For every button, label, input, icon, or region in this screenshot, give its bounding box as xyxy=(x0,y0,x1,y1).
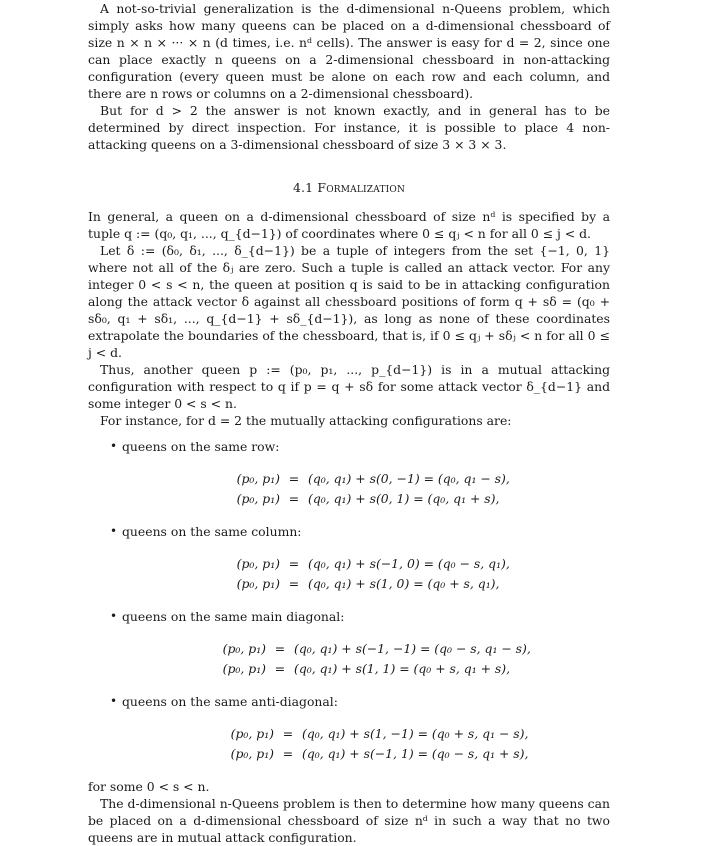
equation-rhs: (q₀, q₁) + s(0, 1) = (q₀, q₁ + s), xyxy=(308,491,500,506)
bullet-icon: • xyxy=(110,439,118,453)
case-bullet-row xyxy=(88,523,610,540)
section-heading xyxy=(88,180,610,195)
attack-cases-list xyxy=(88,438,610,764)
equation-relation: = xyxy=(282,726,294,741)
equation-lhs: (p₀, p₁) xyxy=(230,746,274,761)
intro-paragraph-1: A not-so-trivial generalization is the d-dimensional n-Queens problem, which simply asks how many queens can be placed on a d-dimensional chessboard of size n × n × ··· × n (d times, i.e. nᵈ cells). The answer is easy for d = 2, since one can place exactly n queens on a 2-dimensional chessboard in non-attacking configuration (every queen must be alone on each row and each column, and there are n rows or columns on a 2-dimensional chessboard). xyxy=(88,1,610,101)
equation xyxy=(88,469,610,489)
equation-block xyxy=(88,639,610,679)
equation-relation: = xyxy=(282,746,294,761)
equation-lhs: (p₀, p₁) xyxy=(222,661,266,676)
body-paragraph-3: Thus, another queen p := (p₀, p₁, ..., p_{d−1}) is in a mutual attacking configuration with respect to q if p = q + sδ for some attack vector δ_{d−1} and some integer 0 < s < n. xyxy=(88,362,610,411)
equation-block xyxy=(88,469,610,509)
attack-case xyxy=(88,608,610,679)
body-paragraph-2: Let δ := (δ₀, δ₁, ..., δ_{d−1}) be a tuple of integers from the set {−1, 0, 1} where not all of the δⱼ are zero. Such a tuple is called an attack vector. For any integer 0 < s < n, the queen at position q is said to be in attacking configuration along the attack vector δ against all chessboard positions of form q + sδ = (q₀ + sδ₀, q₁ + sδ₁, ..., q_{d−1} + sδ_{d−1}), as long as none of these coordinates extrapolate the boundaries of the chessboard, that is, if 0 ≤ qⱼ + sδⱼ < n for all 0 ≤ j < d. xyxy=(88,243,610,360)
equation-lhs: (p₀, p₁) xyxy=(236,491,280,506)
body-paragraph-4: For instance, for d = 2 the mutually attacking configurations are: xyxy=(100,413,512,428)
equation-relation: = xyxy=(288,471,300,486)
equation-rhs: (q₀, q₁) + s(−1, −1) = (q₀ − s, q₁ − s), xyxy=(294,641,531,656)
equation-relation: = xyxy=(288,556,300,571)
equation xyxy=(88,554,610,574)
bullet-icon: • xyxy=(110,609,118,623)
case-bullet-row xyxy=(88,438,610,455)
equation-lhs: (p₀, p₁) xyxy=(230,726,274,741)
equation-relation: = xyxy=(274,641,286,656)
equation xyxy=(88,489,610,509)
bullet-icon: • xyxy=(110,694,118,708)
case-label: queens on the same column: xyxy=(122,524,302,539)
equation-block xyxy=(88,724,610,764)
equation xyxy=(88,639,610,659)
equation-lhs: (p₀, p₁) xyxy=(236,556,280,571)
section-title: Formalization xyxy=(317,180,406,195)
equation-lhs: (p₀, p₁) xyxy=(236,576,280,591)
closing-paragraph-1: for some 0 < s < n. xyxy=(88,779,210,794)
attack-case xyxy=(88,438,610,509)
equation xyxy=(88,659,610,679)
case-bullet-row xyxy=(88,693,610,710)
equation-lhs: (p₀, p₁) xyxy=(236,471,280,486)
attack-case xyxy=(88,523,610,594)
intro-paragraph-2: But for d > 2 the answer is not known exactly, and in general has to be determined by direct inspection. For instance, it is possible to place 4 non-attacking queens on a 3-dimensional chessboard of size 3 × 3 × 3. xyxy=(88,103,610,152)
equation-relation: = xyxy=(288,576,300,591)
equation-rhs: (q₀, q₁) + s(0, −1) = (q₀, q₁ − s), xyxy=(308,471,510,486)
equation-relation: = xyxy=(288,491,300,506)
section-number: 4.1 xyxy=(292,180,314,195)
equation-lhs: (p₀, p₁) xyxy=(222,641,266,656)
equation xyxy=(88,744,610,764)
equation-relation: = xyxy=(274,661,286,676)
equation-block xyxy=(88,554,610,594)
equation-rhs: (q₀, q₁) + s(−1, 0) = (q₀ − s, q₁), xyxy=(308,556,510,571)
equation-rhs: (q₀, q₁) + s(1, 1) = (q₀ + s, q₁ + s), xyxy=(294,661,511,676)
equation xyxy=(88,724,610,744)
bullet-icon: • xyxy=(110,524,118,538)
attack-case xyxy=(88,693,610,764)
case-bullet-row xyxy=(88,608,610,625)
equation-rhs: (q₀, q₁) + s(−1, 1) = (q₀ − s, q₁ + s), xyxy=(302,746,529,761)
equation xyxy=(88,574,610,594)
body-paragraph-1: In general, a queen on a d-dimensional chessboard of size nᵈ is specified by a tuple q := (q₀, q₁, ..., q_{d−1}) of coordinates where 0 ≤ qⱼ < n for all 0 ≤ j < d. xyxy=(88,209,610,241)
case-label: queens on the same main diagonal: xyxy=(122,609,345,624)
equation-rhs: (q₀, q₁) + s(1, 0) = (q₀ + s, q₁), xyxy=(308,576,500,591)
case-label: queens on the same anti-diagonal: xyxy=(122,694,338,709)
paper-page xyxy=(88,0,610,846)
closing-paragraph-2: The d-dimensional n-Queens problem is then to determine how many queens can be placed on a d-dimensional chessboard of size nᵈ in such a way that no two queens are in mutual attack configuration. xyxy=(88,796,610,845)
equation-rhs: (q₀, q₁) + s(1, −1) = (q₀ + s, q₁ − s), xyxy=(302,726,529,741)
case-label: queens on the same row: xyxy=(122,439,280,454)
